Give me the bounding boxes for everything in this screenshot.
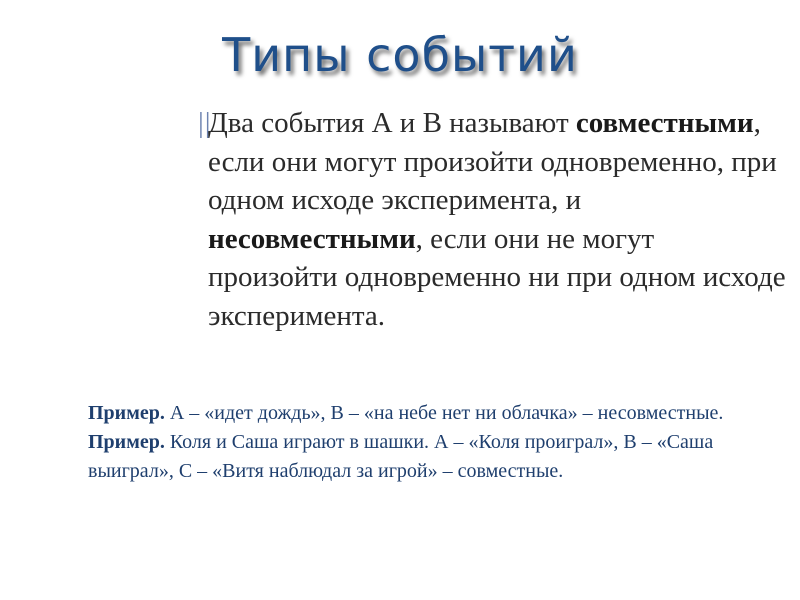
paragraph-marker: || <box>198 107 212 139</box>
example-item <box>88 399 768 428</box>
example-label: Пример. <box>88 402 165 424</box>
definition-part-3: , если они не могут произойти одновременно ни при одном исходе эксперимента. <box>208 222 786 332</box>
term-joint-events: совместными <box>575 107 754 139</box>
definition-part-2: , если они могут произойти одновременно, при одном исходе эксперимента, и <box>208 107 777 216</box>
definition-part-1: Два события А и В называют <box>208 107 576 139</box>
term-disjoint-events: несовместными <box>208 222 416 255</box>
slide-title: Типы событий <box>222 28 578 82</box>
example-label: Пример. <box>88 431 165 453</box>
definition-paragraph <box>208 104 788 335</box>
example-item <box>88 428 768 486</box>
examples-block <box>88 399 768 486</box>
example-text: Коля и Саша играют в шашки. А – «Коля проиграл», В – «Саша выиграл», С – «Витя наблюдал за игрой» – совместные. <box>88 431 714 482</box>
example-text: А – «идет дождь», В – «на небе нет ни облачка» – несовместные. <box>164 402 724 424</box>
